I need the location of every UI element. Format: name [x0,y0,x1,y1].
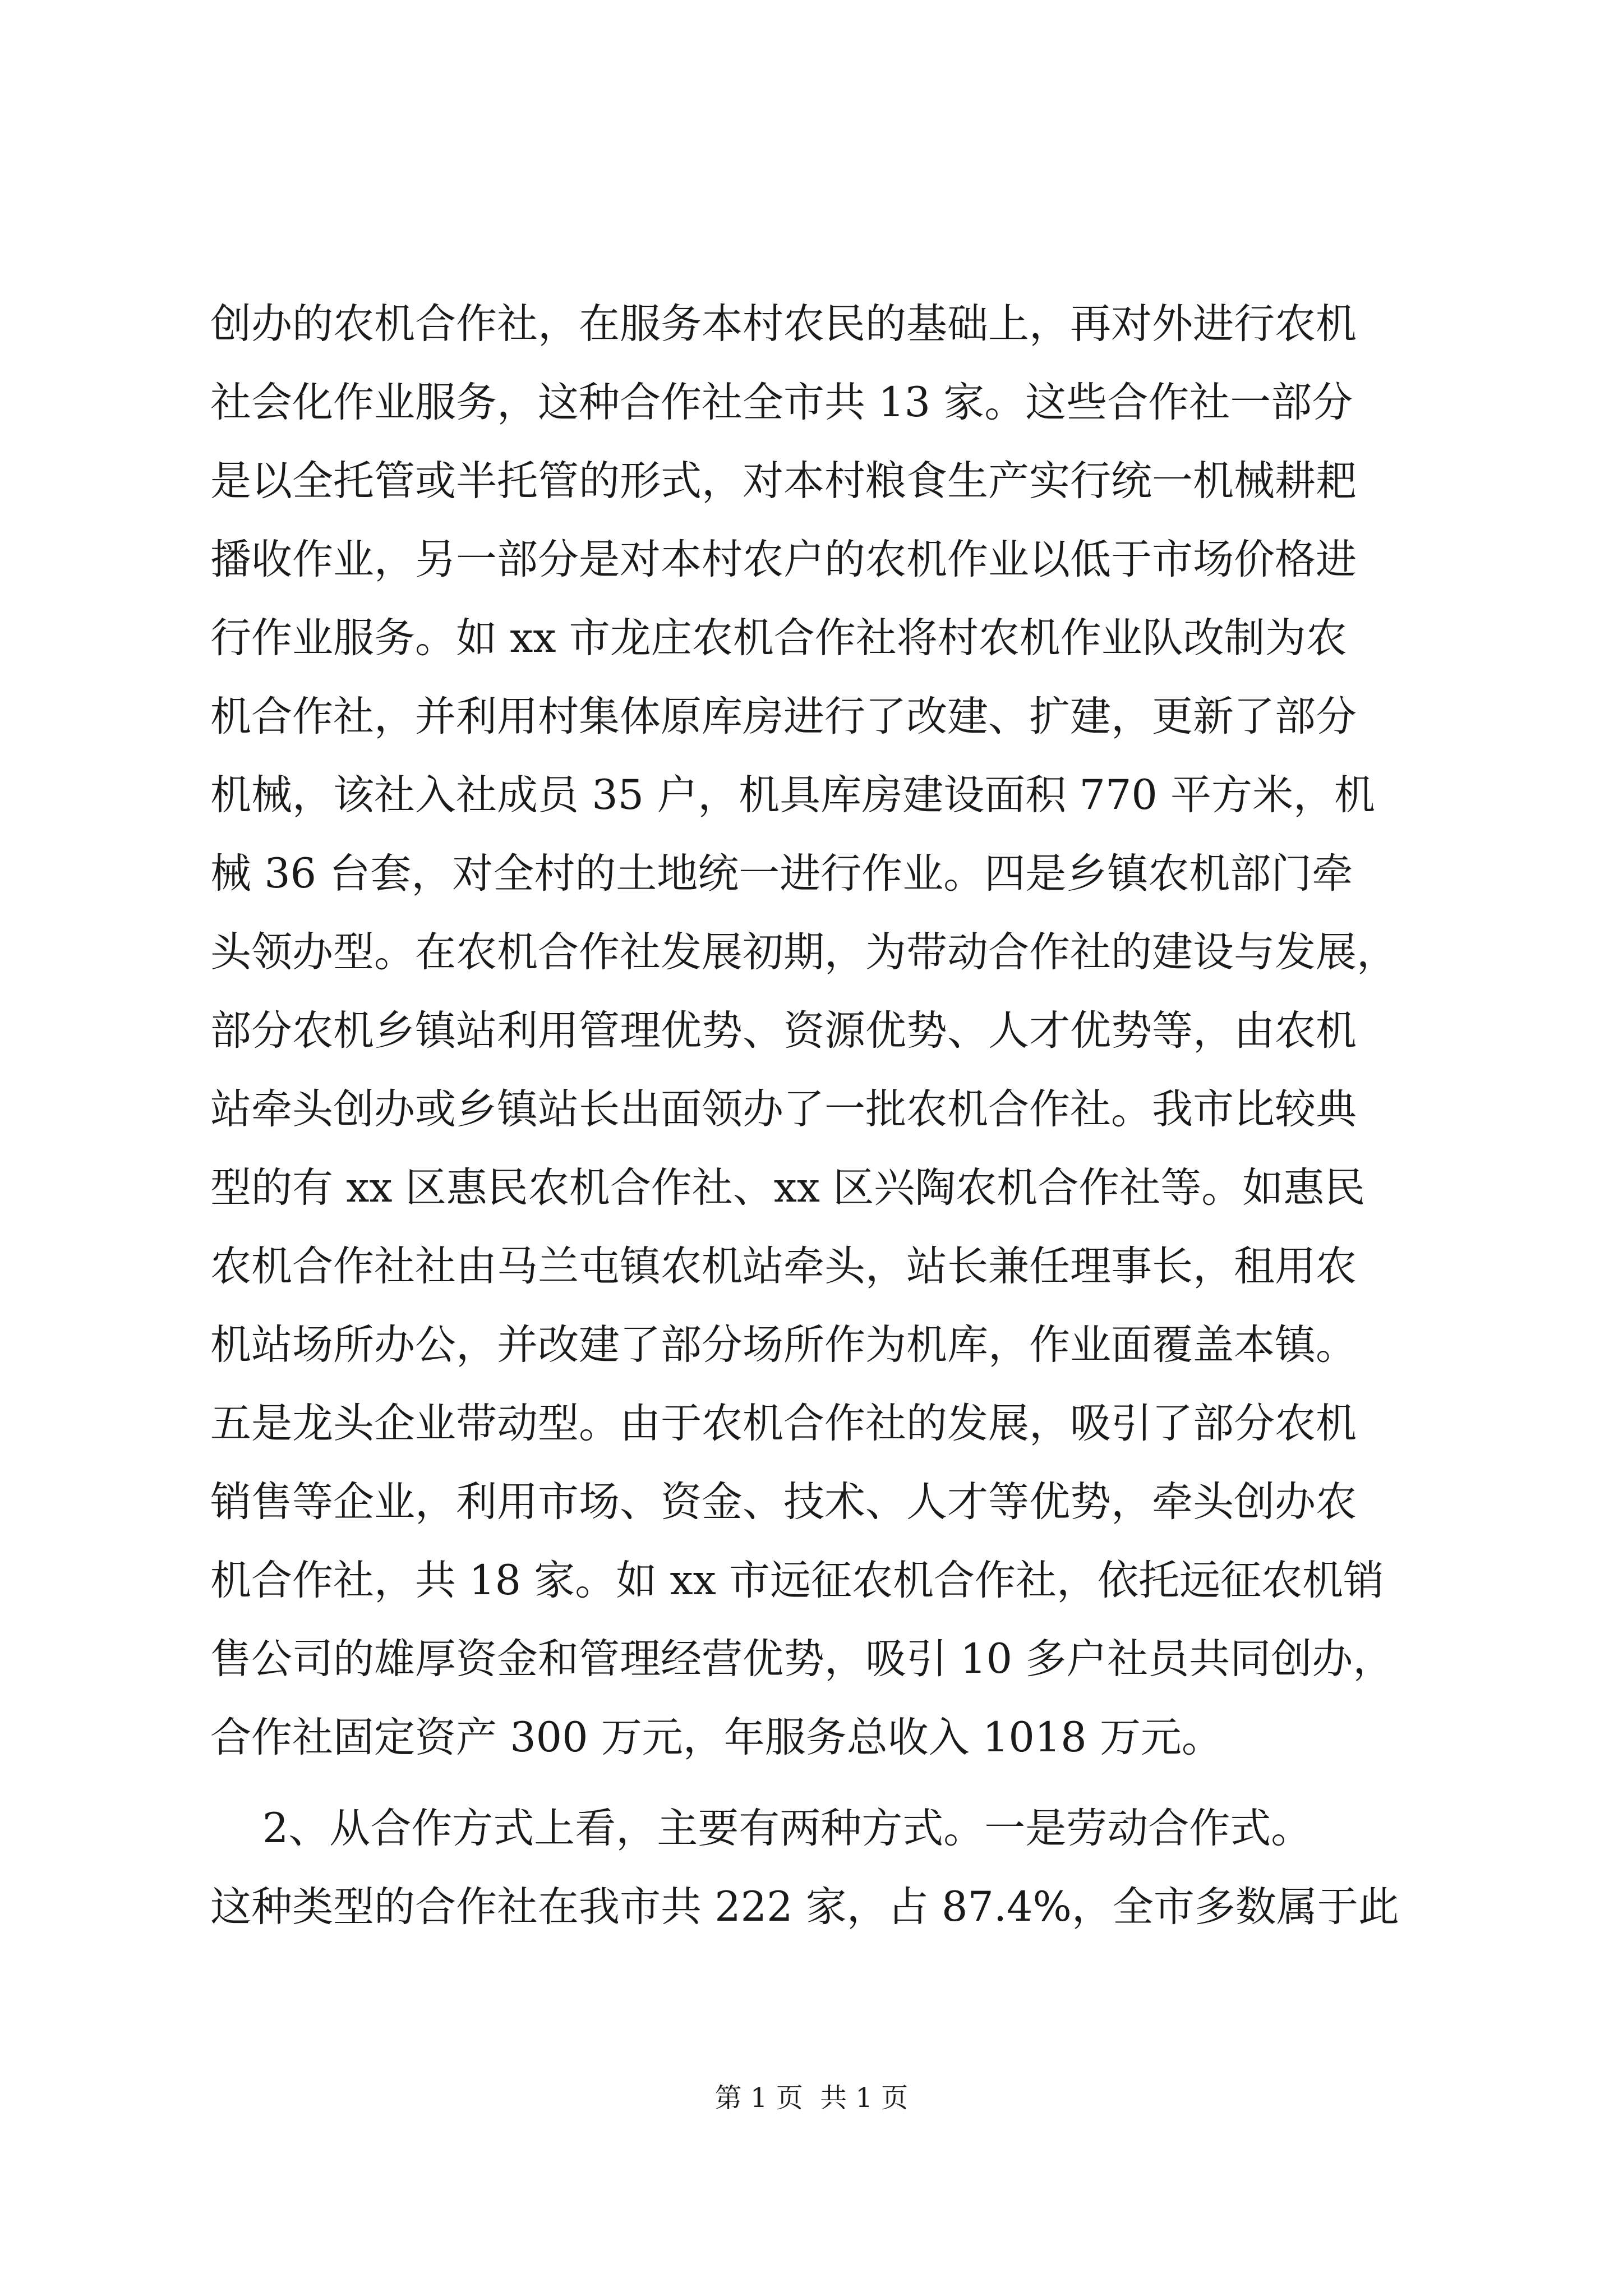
text-line: 五是龙头企业带动型。由于农机合作社的发展，吸引了部分农机 [210,1400,1357,1447]
text-line: 农机合作社社由马兰屯镇农机站牵头，站长兼任理事长，租用农 [210,1243,1357,1290]
text-line: 2、从合作方式上看，主要有两种方式。一是劳动合作式。 [210,1805,1312,1852]
text-line: 头领办型。在农机合作社发展初期，为带动合作社的建设与发展， [210,928,1398,976]
text-line: 播收作业，另一部分是对本村农户的农机作业以低于市场价格进 [210,536,1357,583]
text-line: 械 36 台套，对全村的土地统一进行作业。四是乡镇农机部门牵 [210,850,1353,898]
text-line: 行作业服务。如 xx 市龙庄农机合作社将村农机作业队改制为农 [210,614,1347,662]
text-line: 机合作社，共 18 家。如 xx 市远征农机合作社，依托远征农机销 [210,1557,1385,1604]
text-line: 部分农机乡镇站利用管理优势、资源优势、人才优势等，由农机 [210,1007,1357,1055]
text-line: 机合作社，并利用村集体原库房进行了改建、扩建，更新了部分 [210,693,1357,740]
text-line: 创办的农机合作社，在服务本村农民的基础上，再对外进行农机 [210,300,1357,348]
text-line: 社会化作业服务，这种合作社全市共 13 家。这些合作社一部分 [210,379,1353,426]
text-line: 合作社固定资产 300 万元，年服务总收入 1018 万元。 [210,1714,1223,1761]
text-line: 是以全托管或半托管的形式，对本村粮食生产实行统一机械耕耙 [210,457,1357,505]
text-line: 机站场所办公，并改建了部分场所作为机库，作业面覆盖本镇。 [210,1321,1357,1369]
text-line: 售公司的雄厚资金和管理经营优势，吸引 10 多户社员共同创办， [210,1635,1394,1683]
text-line: 型的有 xx 区惠民农机合作社、xx 区兴陶农机合作社等。如惠民 [210,1164,1366,1212]
paragraph-1 [210,285,1416,1777]
page-footer [0,2081,1623,2115]
text-line: 销售等企业，利用市场、资金、技术、人才等优势，牵头创办农 [210,1478,1357,1526]
text-line: 这种类型的合作社在我市共 222 家，占 87.4%，全市多数属于此 [210,1883,1399,1931]
page-number-label: 第 1 页 共 1 页 [714,2082,909,2114]
text-line: 站牵头创办或乡镇站长出面领办了一批农机合作社。我市比较典 [210,1085,1357,1133]
text-line: 机械，该社入社成员 35 户，机具库房建设面积 770 平方米，机 [210,771,1376,819]
paragraph-2 [210,1789,1416,1947]
document-body [210,285,1416,1947]
